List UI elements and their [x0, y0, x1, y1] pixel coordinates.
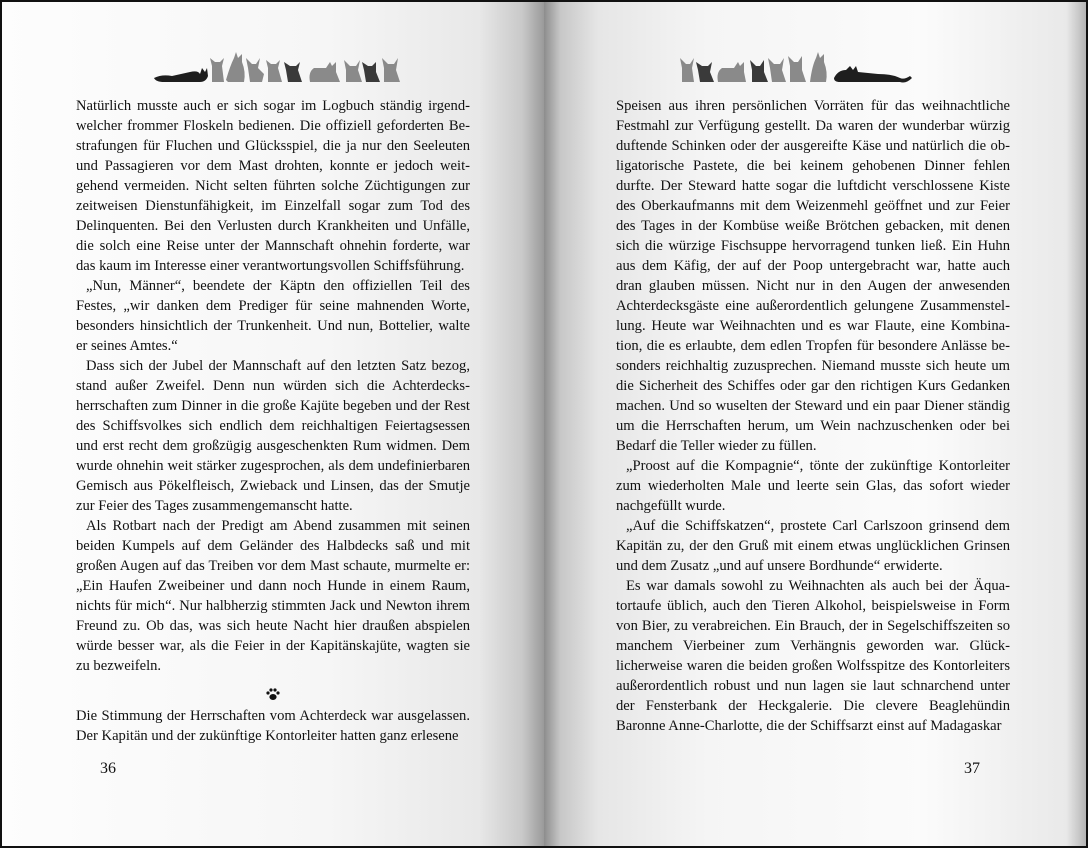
- left-page-text: [76, 96, 470, 746]
- paragraph: Dass sich der Jubel der Mannschaft auf den letzten Satz bezog, stand außer Zweifel. Denn nun würden sich die Achterdecksherrschaften zum Dinner in die große Kajüte begeben und der Rest des Schiffsvolkes sich endlich dem reichhaltigen Feiertagsessen und erst recht dem großzügig ausgeschenkten Rum widmen. Dem wurde ohnehin weit stärker zugesprochen, als dem undefinierbaren Gemisch aus Pökelfleisch, Zwieback und Linsen, das der Smutje zur Feier des Tages zusammengemanscht hatte.: [76, 358, 470, 514]
- cat-silhouettes-icon: [678, 44, 938, 88]
- paragraph: „Auf die Schiffskatzen“, prostete Carl Carlszoon grinsend dem Kapitän zu, der den Gruß mit einem etwas unglücklichen Grinsen und dem Zusatz „und auf unsere Bordhunde“ erwiderte.: [616, 518, 1010, 574]
- paragraph: Speisen aus ihren persönlichen Vorräten für das weihnachtliche Festmahl zur Verfügung gestellt. Da waren der wunderbar würzig duftende Schinken oder der ausgereifte Käse und natürlich die obligatorische Pastete, die bei keinem gehobenen Dinner fehlen durfte. Der Steward hatte sogar die luftdicht verschlossene Kiste des Oberkaufmanns mit dem Weizenmehl geöffnet und zur Feier des Tages in der Kombüse weiße Brötchen gebacken, mit denen sich die würzige Fischsuppe hervorragend tunken ließ. Ein Huhn aus dem Käfig, der auf der Poop untergebracht war, hatte auch dran glauben müssen. Nicht nur in den Augen der anwesenden Achterdecksgäste eine außerordentlich gelungene Zusammenstellung. Heute war Weihnachten und es war Flaute, eine Kombination, die es erlaubte, dem edlen Tropfen für besondere Anlässe besonders reichhaltig zuzusprechen. Niemand musste sich heute um die Sicherheit des Schiffes oder gar den richtigen Kurs Gedanken machen. Und so wuselten der Steward und ein paar Diener ständig um die Herrschaften herum, um Wein nachzuschenken oder bei Bedarf die Teller wieder zu füllen.: [616, 98, 1010, 454]
- paragraph: Als Rotbart nach der Predigt am Abend zusammen mit seinen beiden Kumpels auf dem Geländer des Halbdecks saß und mit großen Augen auf das Treiben vor dem Mast schaute, murmelte er: „Ein Haufen Zweibeiner und dann noch Hunde in einem Raum, nichts für mich“. Nur halbherzig stimmten Jack und Newton ihrem Freund zu. Ob das, was sich heute Nacht hier draußen abspielen würde besser war, als die Feier in der Kapitänskajüte, wagten sie zu bezweifeln.: [76, 518, 470, 674]
- cat-silhouettes-icon: [150, 44, 410, 88]
- paragraph: „Proost auf die Kompagnie“, tönte der zukünftige Kontorleiter zum wiederholten Male und leerte sein Glas, das sofort wieder nachgefüllt wurde.: [616, 458, 1010, 514]
- page-number: 36: [100, 760, 116, 777]
- paragraph: Es war damals sowohl zu Weihnachten als auch bei der Äquatortaufe üblich, auch den Tieren Alkohol, beispielsweise in Form von Bier, zu verabreichen. Ein Brauch, der in Segelschiffszeiten so manchem Vierbeiner zum Verhängnis geworden war. Glücklicherweise waren die beiden großen Wolfsspitze des Kontorleiters außerordentlich robust und nun lagen sie laut schnarchend unter der Fensterbank der Heckgalerie. Die clevere Beaglehündin Baronne Anne-Charlotte, die der Schiffsarzt einst auf Madagaskar: [616, 578, 1010, 734]
- section-separator: [76, 676, 470, 706]
- right-page: [544, 0, 1088, 848]
- paw-print-icon: [265, 687, 281, 701]
- paragraph: Die Stimmung der Herrschaften vom Achterdeck war ausgelassen. Der Kapitän und der zukünftige Kontorleiter hatten ganz erlesene: [76, 708, 470, 744]
- page-number: 37: [964, 760, 980, 777]
- right-page-text: [616, 96, 1010, 736]
- paragraph: Natürlich musste auch er sich sogar im Logbuch ständig irgendwelcher frommer Floskeln bedienen. Die offiziell geforderten Bestrafungen für Fluchen und Glücksspiel, die ja nur den Seeleuten und Passagieren vor dem Mast drohten, konnte er jedoch weitgehend vermeiden. Nicht selten führten solche Züchtigungen zur zeitweisen Dienstunfähigkeit, im Einzelfall sogar zum Tod des Delinquenten. Bei den Verlusten durch Krankheiten und Unfälle, die solch eine Reise unter der Mannschaft ohnehin forderte, war das kaum im Interesse einer verantwortungsvollen Schiffsführung.: [76, 98, 470, 274]
- paragraph: „Nun, Männer“, beendete der Käptn den offiziellen Teil des Festes, „wir danken dem Prediger für seine mahnenden Worte, besonders hinsichtlich der Trunkenheit. Und nun, Bottelier, walte er seines Amtes.“: [76, 278, 470, 354]
